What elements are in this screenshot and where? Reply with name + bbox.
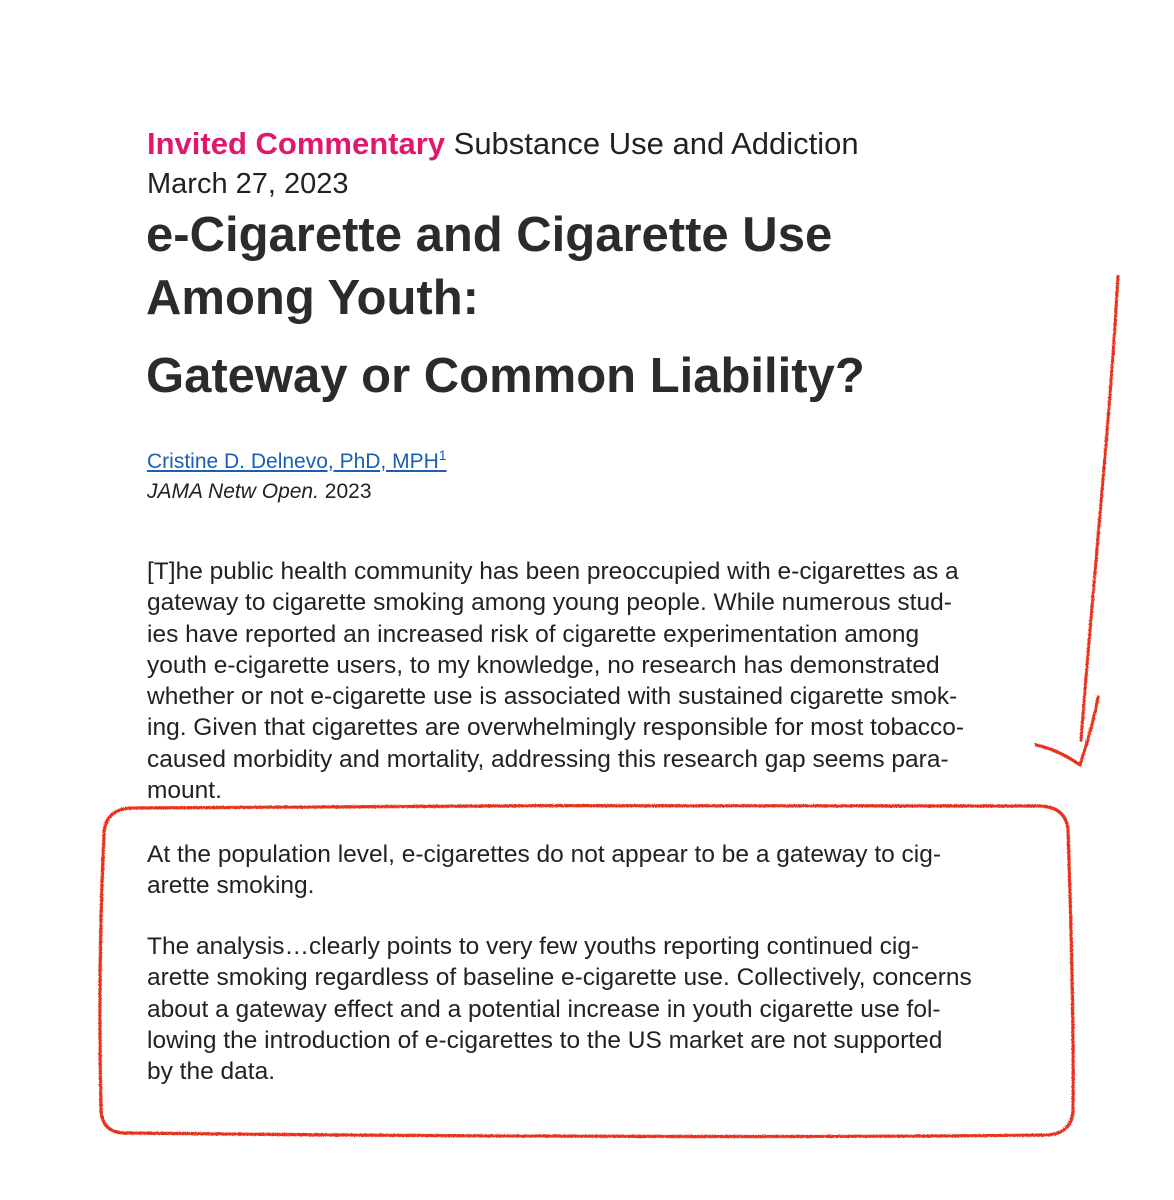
- paragraph-line: mount.: [147, 777, 222, 805]
- paragraph-line: gateway to cigarette smoking among young people. While numerous stud-: [147, 589, 952, 617]
- quote-paragraph-3: [147, 931, 1047, 1087]
- author-link[interactable]: [147, 448, 447, 476]
- article-header: [147, 124, 859, 164]
- citation-year: 2023: [324, 480, 372, 503]
- journal-name: JAMA Netw Open.: [147, 480, 319, 503]
- paragraph-line: by the data.: [147, 1058, 276, 1086]
- author-name: Cristine D. Delnevo, PhD, MPH: [147, 450, 439, 473]
- paragraph-line: ies have reported an increased risk of cigarette experimentation among: [147, 620, 920, 648]
- paragraph-line: arette smoking.: [147, 872, 315, 900]
- paragraph-line: The analysis…clearly points to very few youths reporting continued cig-: [147, 933, 920, 960]
- paragraph-line: ing. Given that cigarettes are overwhelmingly responsible for most tobacco-: [147, 714, 965, 742]
- paragraph-line: arette smoking regardless of baseline e-cigarette use. Collectively, concerns: [147, 964, 972, 992]
- affiliation-mark: 1: [438, 447, 447, 463]
- paragraph-line: whether or not e-cigarette use is associated with sustained cigarette smok-: [147, 683, 958, 711]
- title-line-1: e-Cigarette and Cigarette Use: [146, 208, 833, 262]
- paragraph-line: At the population level, e-cigarettes do not appear to be a gateway to cig-: [147, 841, 942, 868]
- paragraph-line: caused morbidity and mortality, addressing this research gap seems para-: [147, 745, 949, 773]
- article-type-label: Invited Commentary: [147, 126, 446, 161]
- section-name: Substance Use and Addiction: [453, 126, 859, 161]
- article-title: [146, 204, 1076, 408]
- paragraph-line: [T]he public health community has been preoccupied with e-cigarettes as a: [147, 558, 959, 585]
- title-line-2: Among Youth:: [146, 271, 479, 325]
- citation: [147, 478, 372, 506]
- paragraph-line: about a gateway effect and a potential increase in youth cigarette use fol-: [147, 995, 941, 1023]
- paragraph-line: lowing the introduction of e-cigarettes to the US market are not supported: [147, 1026, 943, 1054]
- paragraph-line: youth e-cigarette users, to my knowledge, no research has demonstrated: [147, 651, 940, 679]
- title-line-3: Gateway or Common Liability?: [146, 349, 865, 403]
- publication-date: March 27, 2023: [147, 168, 349, 200]
- quote-paragraph-1: [147, 556, 1047, 806]
- quote-paragraph-2: [147, 839, 1047, 902]
